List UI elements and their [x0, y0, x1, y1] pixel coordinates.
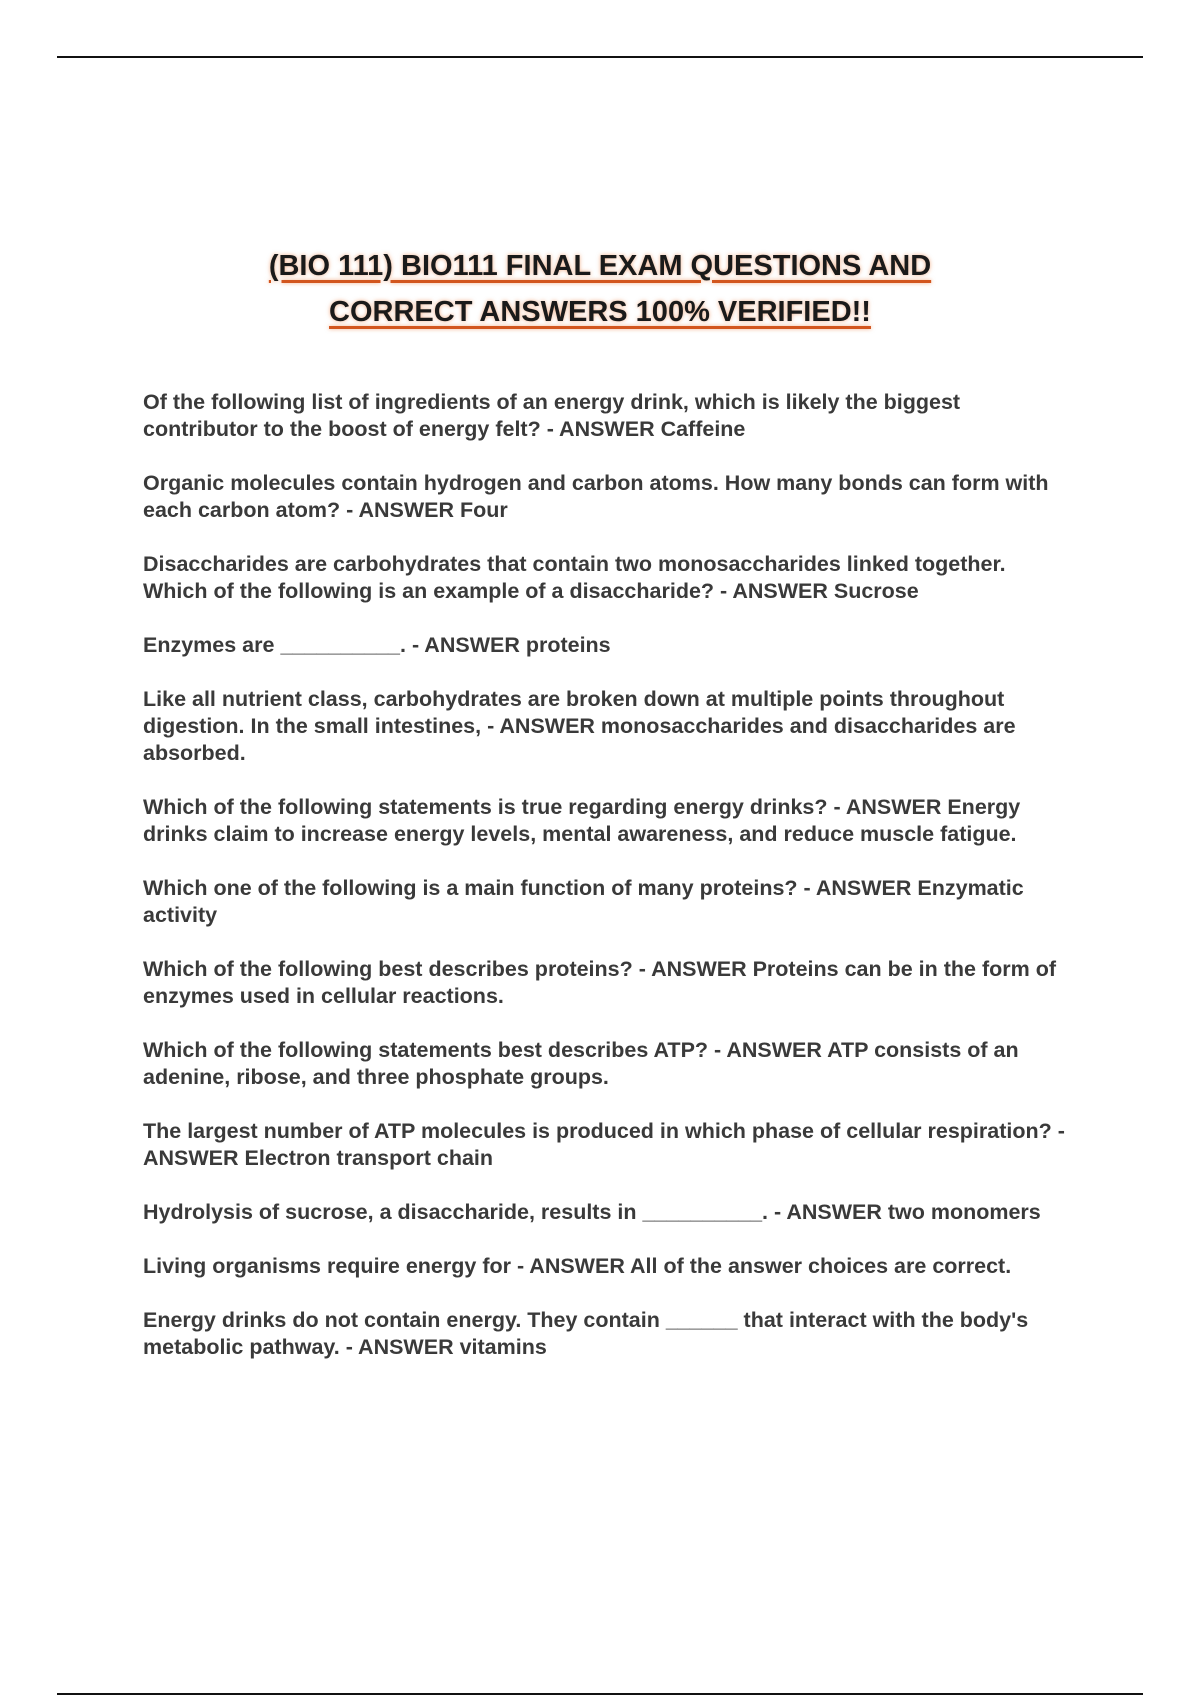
qa-item: Like all nutrient class, carbohydrates are broken down at multiple points throughout digestion. In the small intestines, - ANSWER monosaccharides and disaccharides are absorbed.: [143, 687, 1016, 765]
qa-item: Organic molecules contain hydrogen and carbon atoms. How many bonds can form with each carbon atom? - ANSWER Four: [143, 471, 1049, 522]
title-line-1: (BIO 111) BIO111 FINAL EXAM QUESTIONS AND: [268, 250, 932, 282]
qa-item: Energy drinks do not contain energy. They contain ______ that interact with the body's metabolic pathway. - ANSWER vitamins: [143, 1308, 1029, 1359]
title-line-2: CORRECT ANSWERS 100% VERIFIED!!: [329, 296, 871, 328]
qa-item: The largest number of ATP molecules is produced in which phase of cellular respiration? - ANSWER Electron transport chain: [143, 1119, 1065, 1170]
qa-item: Which one of the following is a main function of many proteins? - ANSWER Enzymatic activity: [143, 876, 1024, 927]
qa-item: Disaccharides are carbohydrates that contain two monosaccharides linked together. Which of the following is an example of a disaccharide? - ANSWER Sucrose: [143, 552, 1006, 603]
qa-item: Which of the following statements is true regarding energy drinks? - ANSWER Energy drinks claim to increase energy levels, mental awareness, and reduce muscle fatigue.: [143, 795, 1021, 846]
qa-item: Which of the following best describes proteins? - ANSWER Proteins can be in the form of enzymes used in cellular reactions.: [143, 957, 1057, 1008]
qa-list: [143, 389, 1073, 1388]
qa-item: Living organisms require energy for - ANSWER All of the answer choices are correct.: [143, 1254, 1012, 1278]
qa-item: Enzymes are __________. - ANSWER proteins: [143, 633, 611, 657]
qa-item: Which of the following statements best describes ATP? - ANSWER ATP consists of an adenine, ribose, and three phosphate groups.: [143, 1038, 1019, 1089]
bottom-rule: [57, 1693, 1143, 1695]
qa-item: Of the following list of ingredients of an energy drink, which is likely the biggest contributor to the boost of energy felt? - ANSWER Caffeine: [143, 390, 961, 441]
top-rule: [57, 56, 1143, 58]
qa-item: Hydrolysis of sucrose, a disaccharide, results in __________. - ANSWER two monomers: [143, 1200, 1041, 1224]
document-title: [100, 243, 1100, 335]
